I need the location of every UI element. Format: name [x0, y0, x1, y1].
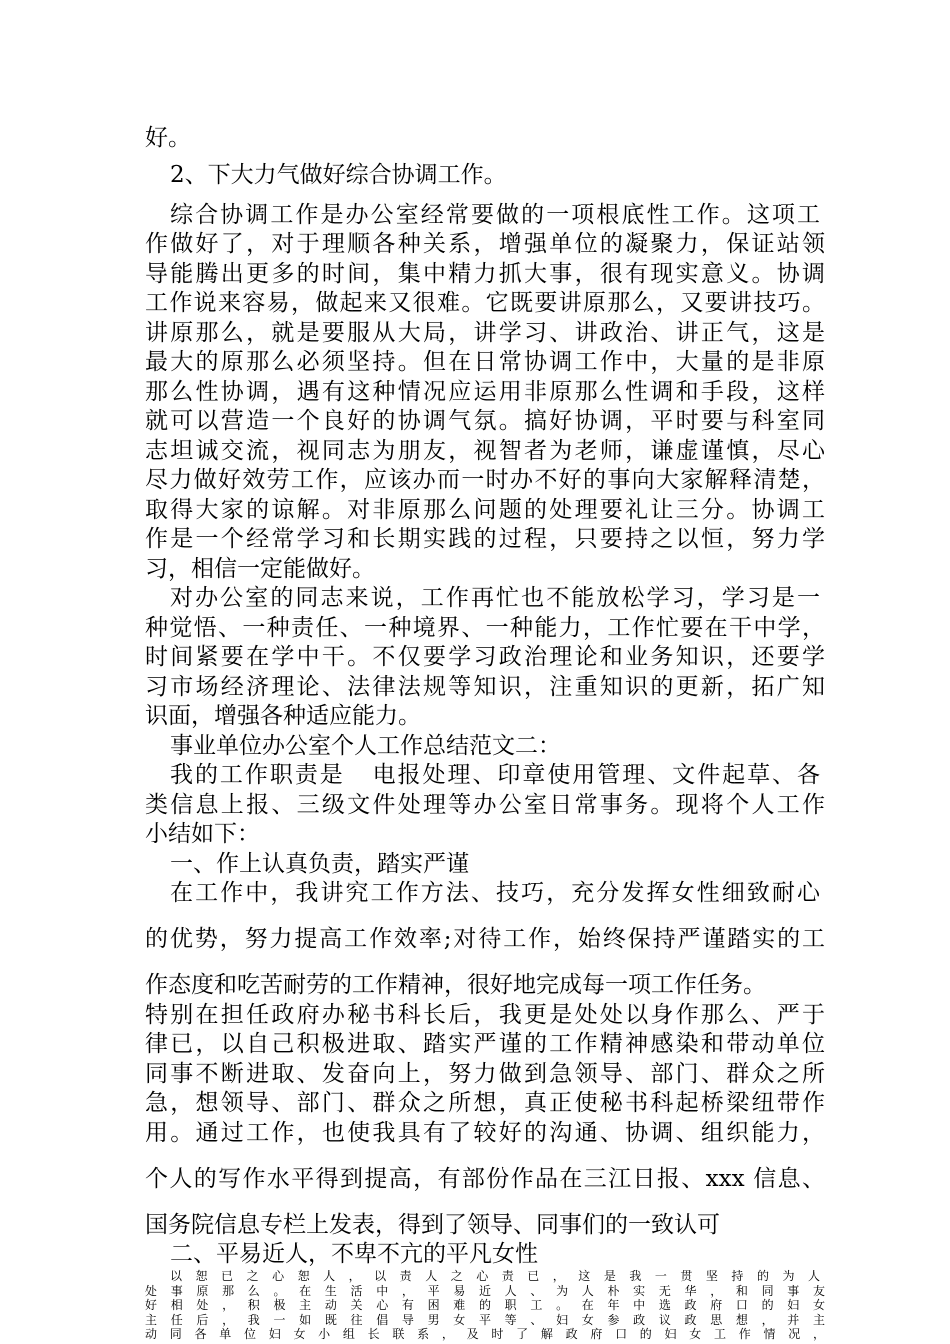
text-line: 时间紧要在学中干。不仅要学习政治理论和业务知识，还要学 — [145, 644, 825, 670]
text-line: 工作说来容易，做起来又很难。它既要讲原那么，又要讲技巧。 — [145, 290, 825, 316]
text-line: 动同各单位妇女小组长联系，及时了解政府口的妇女工作情况， — [145, 1327, 825, 1342]
text-line: 作做好了，对于理顺各种关系，增强单位的凝聚力，保证站领 — [145, 231, 825, 257]
section-heading: 一、作上认真负责，踏实严谨 — [170, 851, 469, 877]
text-line: 就可以营造一个良好的协调气氛。搞好协调，平时要与科室同 — [145, 408, 825, 434]
section-heading: 二、平易近人，不卑不亢的平凡女性 — [170, 1241, 538, 1267]
text-line: 最大的原那么必须坚持。但在日常协调工作中，大量的是非原 — [145, 349, 825, 375]
text-line: 习，相信一定能做好。 — [145, 556, 375, 582]
text-line: 尽力做好效劳工作，应该办而一时办不好的事向大家解释清楚， — [145, 467, 825, 493]
text-line: 律已，以自己积极进取、踏实严谨的工作精神感染和带动单位 — [145, 1031, 825, 1057]
text-line: 的优势，努力提高工作效率;对待工作，始终保持严谨踏实的工 — [145, 926, 825, 952]
text-line: 以恕已之心恕人，以责人之心责已，这是我一贯坚持的为人 — [170, 1269, 820, 1283]
text-line: 类信息上报、三级文件处理等办公室日常事务。现将个人工作 — [145, 792, 825, 818]
text-line: 好。 — [145, 125, 191, 151]
text-line: 识面，增强各种适应能力。 — [145, 703, 421, 729]
text-line: 好相处，积极主动关心有困难的职工。在年中选政府口的妇女 — [145, 1298, 825, 1313]
section-heading: 2、下大力气做好综合协调工作。 — [170, 162, 507, 188]
section-heading: 事业单位办公室个人工作总结范文二： — [170, 733, 561, 759]
text-line: 个人的写作水平得到提高，有部份作品在三江日报、xxx 信息、 — [145, 1166, 825, 1192]
text-line: 小结如下： — [145, 821, 260, 847]
text-line: 处事原那么。在生活中，平易近人、为人朴实无华，和同事友 — [145, 1283, 825, 1298]
text-line: 讲原那么，就是要服从大局，讲学习、讲政治、讲正气，这是 — [145, 320, 825, 346]
text-line: 志坦诚交流，视同志为朋友，视智者为老师，谦虚谨慎，尽心 — [145, 438, 825, 464]
text-line: 特别在担任政府办秘书科长后，我更是处处以身作那么、严于 — [145, 1002, 825, 1028]
text-line: 对办公室的同志来说，工作再忙也不能放松学习，学习是一 — [170, 585, 820, 611]
text-line: 导能腾出更多的时间，集中精力抓大事，很有现实意义。协调 — [145, 261, 825, 287]
text-line: 种觉悟、一种责任、一种境界、一种能力，工作忙要在干中学， — [145, 615, 825, 641]
text-line: 习市场经济理论、法律法规等知识，注重知识的更新，拓广知 — [145, 674, 825, 700]
text-line: 取得大家的谅解。对非原那么问题的处理要礼让三分。协调工 — [145, 497, 825, 523]
text-line: 作态度和吃苦耐劳的工作精神，很好地完成每一项工作任务。 — [145, 972, 766, 998]
text-line: 国务院信息专栏上发表，得到了领导、同事们的一致认可 — [145, 1212, 720, 1238]
text-line: 在工作中，我讲究工作方法、技巧，充分发挥女性细致耐心 — [170, 880, 820, 906]
text-line: 主任后，我一如既往倡导男女平等、妇女参政议政思想，并主 — [145, 1312, 825, 1327]
text-line: 我的工作职责是 电报处理、印章使用管理、文件起草、各 — [170, 762, 820, 788]
text-line: 同事不断进取、发奋向上，努力做到急领导、部门、群众之所 — [145, 1061, 825, 1087]
text-line: 作是一个经常学习和长期实践的过程，只要持之以恒，努力学 — [145, 526, 825, 552]
text-line: 那么性协调，遇有这种情况应运用非原那么性调和手段，这样 — [145, 379, 825, 405]
text-line: 用。通过工作，也使我具有了较好的沟通、协调、组织能力， — [145, 1120, 825, 1146]
text-line: 急，想领导、部门、群众之所想，真正使秘书科起桥梁纽带作 — [145, 1090, 825, 1116]
text-line: 综合协调工作是办公室经常要做的一项根底性工作。这项工 — [170, 202, 820, 228]
